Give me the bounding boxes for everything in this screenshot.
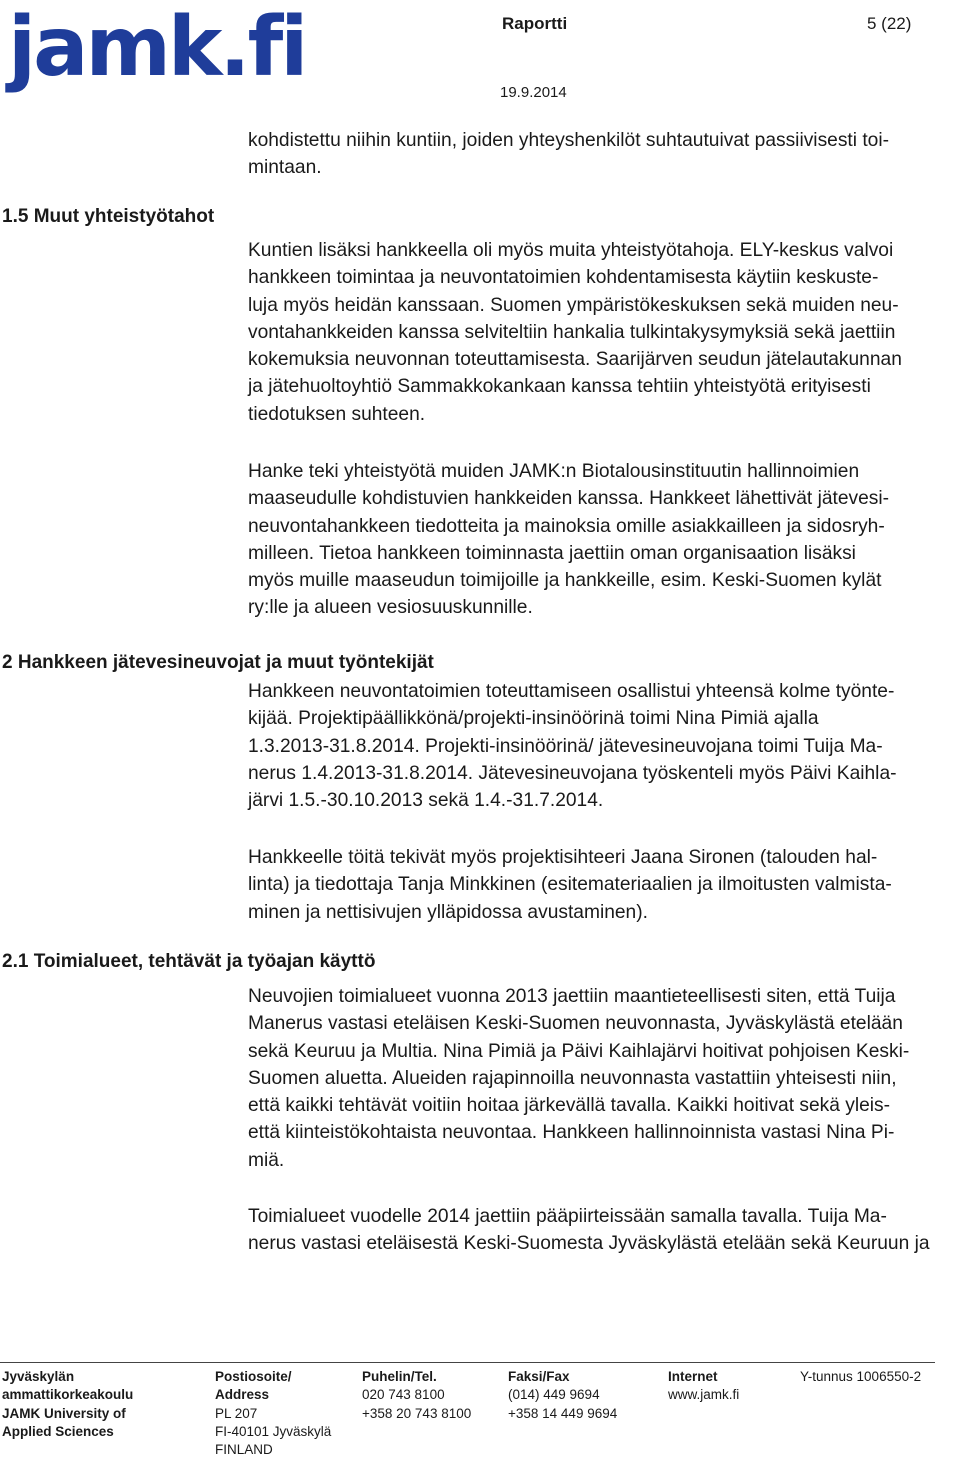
page-number: 5 (22): [867, 14, 912, 33]
footer-institution: Jyväskylän ammattikorkeakoulu JAMK University of Applied Sciences: [2, 1369, 134, 1439]
continuation-paragraph: kohdistettu niihin kuntiin, joiden yhteyshenkilöt suhtautuivat passiivisesti toi- mintaan.: [248, 130, 890, 179]
document-type: Raportti: [502, 14, 568, 33]
footer-business-id: Y-tunnus 1006550-2: [800, 1369, 922, 1384]
paragraph-toimialueet-2013: Neuvojien toimialueet vuonna 2013 jaettiin maantieteellisesti siten, että Tuija Manerus vastasi eteläisen Keski-Suomen neuvonnasta, Jyväskylästä etelään sekä Keuruu ja Multia. Nina Pimiä ja Päivi Kaihlajärvi hoitivat pohjoisen Keski- Suomen aluetta. Alueiden rajapinnoilla neuvonnasta vastattiin yhteisesti niin, että kaikki tehtävät voitiin hoitaa järkevällä tavalla. Kaikki hoitivat sekä yleis- että kiinteistökohtaista neuvontaa. Hankkeen hallinnoinnista vastasi Nina Pi- miä.: [248, 986, 910, 1171]
paragraph-tyontekijat: Hankkeen neuvontatoimien toteuttamiseen osallistui yhteensä kolme työnte- kijää. Projektipäällikkönä/projekti-insinöörinä toimi Nina Pimiä ajalla 1.3.2013-31.8.2014. Projekti-insinöörinä/ jätevesineuvojana toimi Tuija Ma- nerus 1.4.2013-31.8.2014. Jätevesineuvojana työskenteli myös Päivi Kaihla- järvi 1.5.-30.10.2013 sekä 1.4.-31.7.2014.: [248, 681, 897, 812]
paragraph-jamk-yhteistyo: Hanke teki yhteistyötä muiden JAMK:n Biotalousinstituutin hallinnoimien maaseudulle kohdistuvien hankkeiden kanssa. Hankkeet lähettivät jätevesi- neuvontahankkeen tiedotteita ja mainoksia omille asiakkailleen ja sidosryh- milleen. Tietoa hankkeen toiminnasta jaettiin oman organisaation lisäksi myös muille maaseudun toimijoille ja hankkeille, esim. Keski-Suomen kylät ry:lle ja alueen vesiosuuskunnille.: [248, 461, 890, 619]
paragraph-muut-tyontekijat: Hankkeelle töitä tekivät myös projektisihteeri Jaana Sironen (talouden hal- linta) ja tiedottaja Tanja Minkkinen (esitemateriaalien ja ilmoitusten valmista- minen ja nettisivujen ylläpidossa avustaminen).: [248, 847, 892, 923]
footer-fax: Faksi/Fax (014) 449 9694 +358 14 449 9694: [508, 1369, 618, 1421]
document-date: 19.9.2014: [500, 84, 567, 101]
heading-2: 2 Hankkeen jätevesineuvojat ja muut työntekijät: [2, 652, 434, 673]
paragraph-toimialueet-2014: Toimialueet vuodelle 2014 jaettiin pääpiirteissään samalla tavalla. Tuija Ma- nerus vastasi eteläisestä Keski-Suomesta Jyväskylästä etelään sekä Keuruun ja: [248, 1206, 930, 1255]
paragraph-yhteistyotahot: Kuntien lisäksi hankkeella oli myös muita yhteistyötahoja. ELY-keskus valvoi hankkeen toimintaa ja neuvontatoimien kohdentamisesta käytiin keskuste- luja myös heidän kanssaan. Suomen ympäristökeskuksen sekä muiden neu- vontahankkeiden kanssa selviteltiin hankalia tulkintakysymyksiä sekä jaettiin kokemuksia neuvonnan toteuttamisesta. Saarijärven seudun jätelautakunnan ja jätehuoltoyhtiö Sammakkokankaan kanssa tehtiin yhteistyötä erityisesti tiedotuksen suhteen.: [248, 240, 902, 425]
heading-2-1: 2.1 Toimialueet, tehtävät ja työajan käyttö: [2, 951, 376, 972]
footer-phone: Puhelin/Tel. 020 743 8100 +358 20 743 8100: [362, 1369, 472, 1421]
footer-internet: Internet www.jamk.fi: [668, 1368, 739, 1405]
footer-address: Postiosoite/ Address PL 207 FI-40101 Jyväskylä FINLAND: [215, 1369, 332, 1458]
website-link[interactable]: www.jamk.fi: [668, 1387, 740, 1403]
jamk-logo: jamk.fi: [8, 0, 306, 95]
footer-divider: [0, 1362, 935, 1363]
heading-1-5: 1.5 Muut yhteistyötahot: [2, 206, 215, 227]
